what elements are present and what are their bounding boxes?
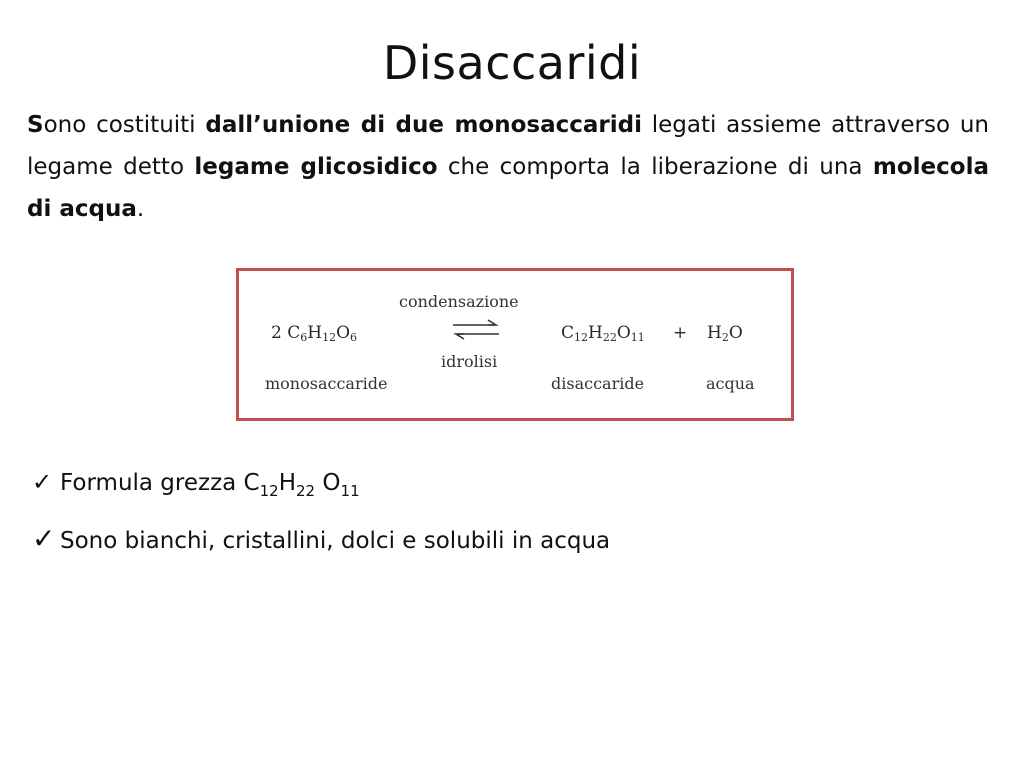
- reactant-formula: 2 $C_6H_{12}O_6$: [271, 323, 358, 344]
- monosaccharide-label: monosaccaride: [265, 374, 388, 393]
- equilibrium-arrows-icon: [451, 319, 501, 341]
- intro-text-3: che comporta la liberazione di una: [437, 154, 873, 180]
- bullet-properties-text: Sono bianchi, cristallini, dolci e solubili in acqua: [60, 528, 611, 554]
- checkmark-icon: ✓: [32, 468, 53, 496]
- slide-title: Disaccaridi: [382, 36, 642, 90]
- intro-bold-2: legame glicosidico: [194, 154, 438, 180]
- intro-text-1: ono costituiti: [43, 112, 206, 138]
- intro-bold-3: molecola di acqua: [27, 154, 989, 222]
- intro-first-letter: S: [27, 112, 44, 138]
- disaccharide-label: disaccaride: [551, 374, 645, 393]
- intro-text-4: .: [136, 196, 145, 222]
- plus-sign: +: [673, 323, 688, 343]
- bullet-formula-text: Formula grezza $C_{12}H_{22}$ $O_{11}$: [60, 470, 360, 500]
- hydrolysis-label: idrolisi: [441, 352, 498, 371]
- condensation-label: condensazione: [399, 292, 519, 311]
- bullet-list: [32, 468, 610, 577]
- intro-bold-1: dall’unione di due monosaccaridi: [205, 112, 642, 138]
- reaction-equation-box: [236, 268, 794, 421]
- water-formula: $H_2O$: [707, 323, 743, 344]
- checkmark-icon: ✓: [32, 522, 56, 555]
- disaccharide-formula: $C_{12}H_{22}O_{11}$: [561, 323, 645, 344]
- bullet-properties: [32, 522, 610, 555]
- intro-paragraph: [27, 104, 989, 230]
- bullet-formula: [32, 468, 610, 500]
- intro-text-2: legati assieme attraverso un legame detto: [27, 112, 989, 180]
- water-label: acqua: [706, 374, 755, 393]
- reactant-coefficient: 2: [271, 323, 282, 343]
